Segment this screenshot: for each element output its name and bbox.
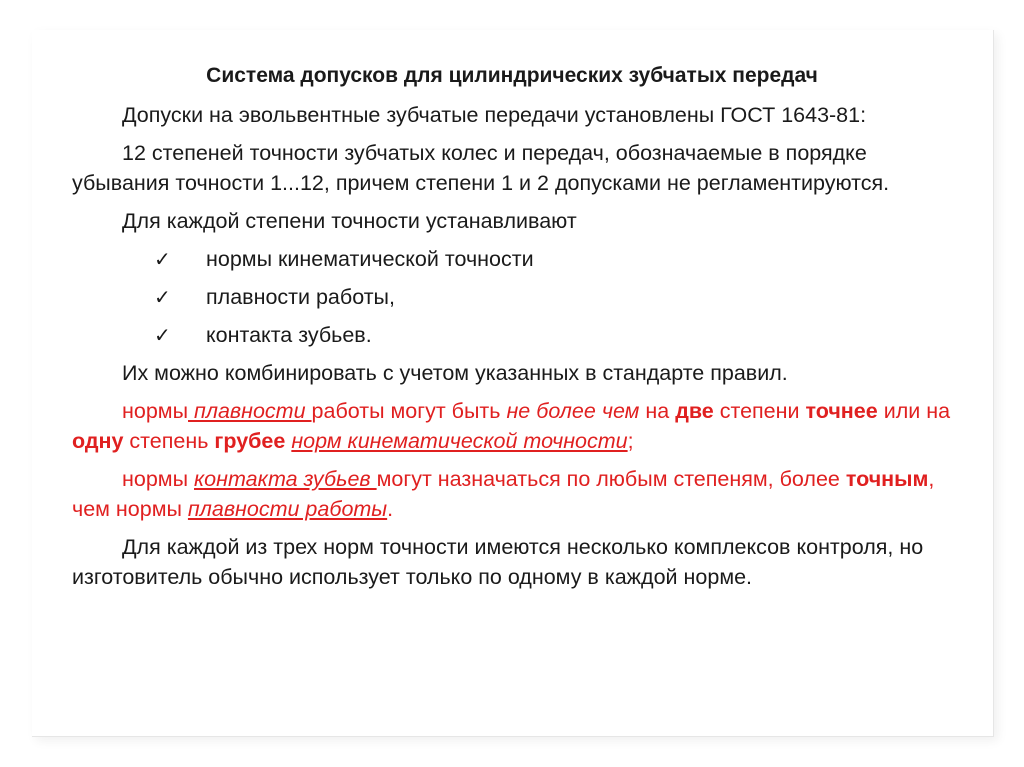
rule-text: степень [123, 429, 215, 453]
list-item [72, 282, 952, 312]
slide-content [72, 62, 952, 600]
rule-text: на [639, 399, 676, 423]
checklist [72, 244, 952, 350]
rule-emphasis: плавности работы [187, 497, 388, 521]
rule-text: степени [713, 399, 806, 423]
paragraph-degrees: 12 степеней точности зубчатых колес и передач, обозначаемые в порядке убывания точности 1...12, причем степени 1 и 2 допусками не регламентируются. [72, 141, 890, 195]
rule-smoothness [72, 396, 952, 456]
rule-bold: две [675, 399, 714, 423]
rule-bold: одну [72, 429, 124, 453]
rule-contact [72, 464, 952, 524]
rule-text: ; [627, 429, 634, 453]
rule-emphasis: плавности [188, 399, 312, 423]
paragraph-control: Для каждой из трех норм точности имеются несколько комплексов контроля, но изготовитель обычно использует только по одному в каждой норме. [72, 535, 924, 589]
paragraph-establish: Для каждой степени точности устанавливают [122, 209, 577, 233]
rule-text: работы могут быть [311, 399, 507, 423]
rule-emphasis: норм кинематической точности [291, 429, 628, 453]
rule-text: нормы [122, 399, 189, 423]
rule-text: , чем нормы [72, 467, 935, 521]
paragraph-combine: Их можно комбинировать с учетом указанных в стандарте правил. [122, 361, 788, 385]
rule-text: . [387, 497, 394, 521]
rule-text: или на [877, 399, 951, 423]
rule-bold: грубее [214, 429, 286, 453]
list-item [72, 244, 952, 274]
list-item [72, 320, 952, 350]
list-item-text: плавности работы, [206, 285, 395, 309]
rule-bold: точным [845, 467, 929, 491]
rule-bold: точнее [805, 399, 878, 423]
list-item-text: нормы кинематической точности [206, 247, 534, 271]
paragraph-gost: Допуски на эвольвентные зубчатые передачи установлены ГОСТ 1643-81: [122, 103, 867, 127]
list-item-text: контакта зубьев. [206, 323, 372, 347]
rule-text: могут назначаться по любым степеням, более [376, 467, 846, 491]
rule-emphasis: контакта зубьев [194, 467, 377, 491]
check-icon: ✓ [154, 285, 171, 309]
check-icon: ✓ [154, 323, 171, 347]
check-icon: ✓ [154, 247, 171, 271]
rule-text: нормы [122, 467, 194, 491]
slide-title: Система допусков для цилиндрических зубчатых передач [206, 64, 818, 87]
rule-emphasis: не более чем [506, 399, 640, 423]
